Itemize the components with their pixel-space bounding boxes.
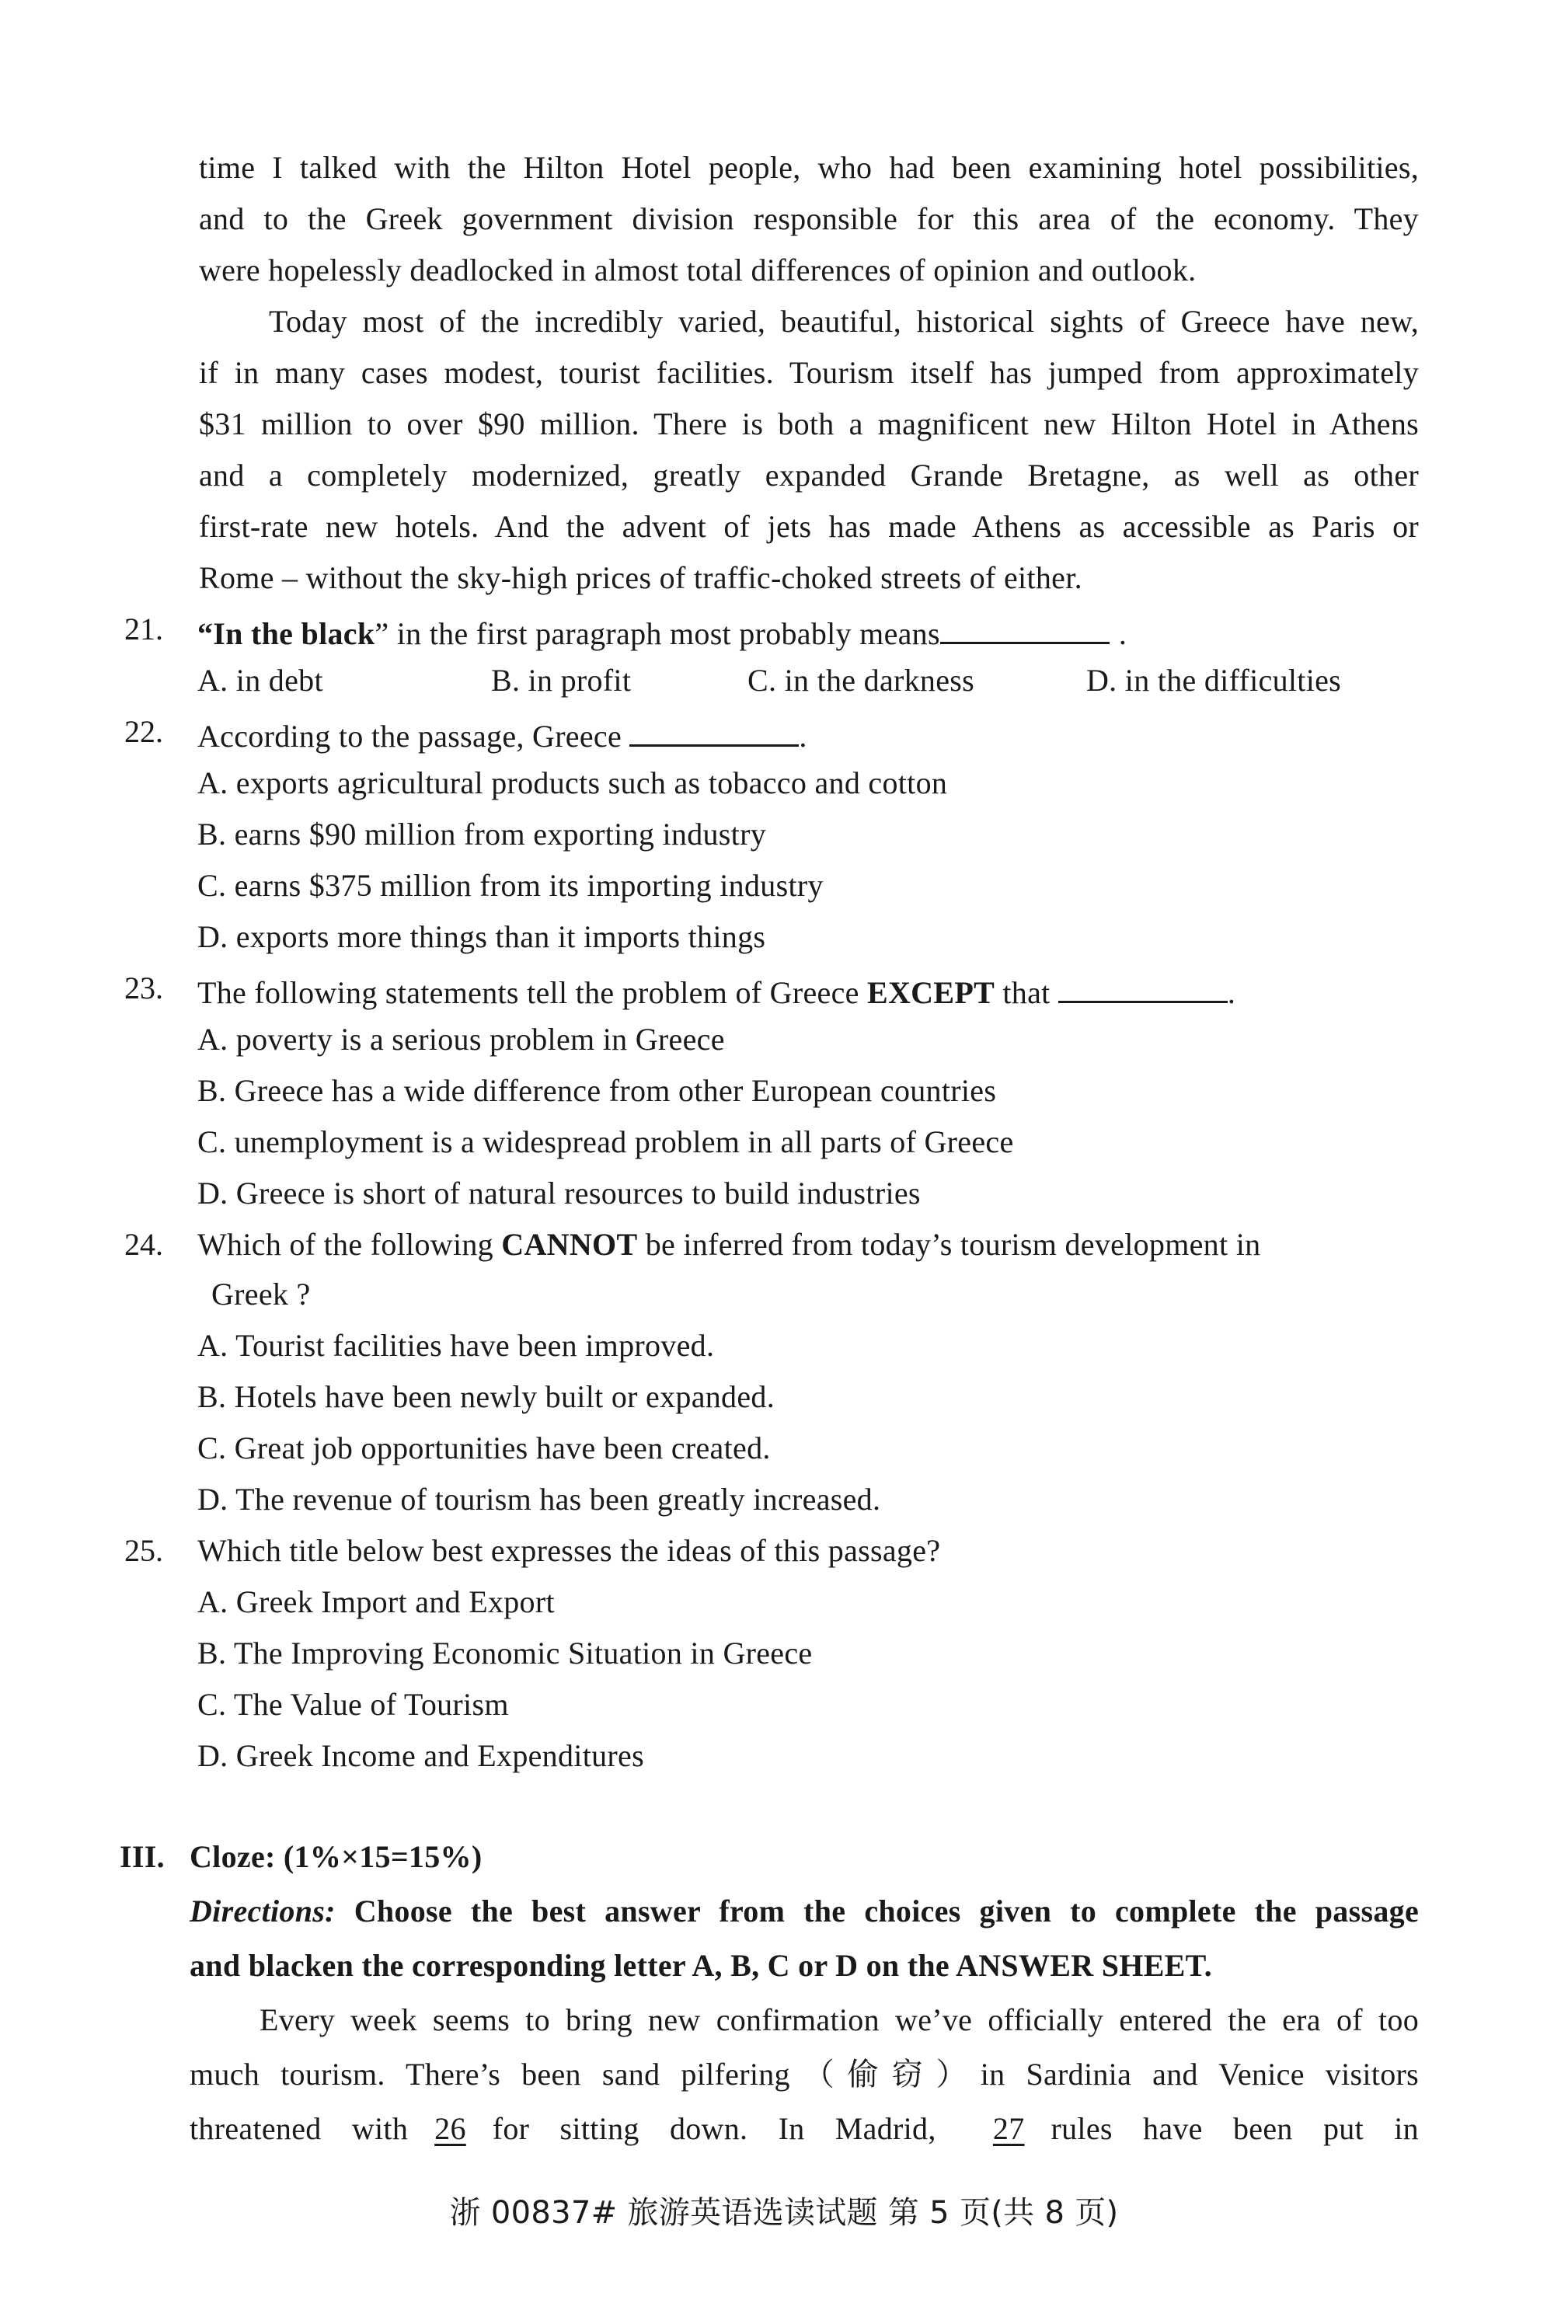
question-24-option-a: A. Tourist facilities have been improved. xyxy=(197,1328,715,1363)
passage-p1-line3: were hopelessly deadlocked in almost total differences of opinion and outlook. xyxy=(199,253,1197,287)
question-25-option-c: C. The Value of Tourism xyxy=(197,1687,509,1722)
question-25-stem: Which title below best expresses the ideas of this passage? xyxy=(197,1533,941,1568)
question-24-stem-line2: Greek ? xyxy=(211,1277,311,1312)
question-23-text-rest: that xyxy=(1002,975,1051,1010)
question-25-option-b: B. The Improving Economic Situation in Greece xyxy=(197,1636,813,1671)
question-23-end: . xyxy=(1227,975,1236,1010)
cloze-line3-part-a: threatened with xyxy=(190,2111,409,2146)
question-22-blank xyxy=(629,716,799,747)
question-21-option-a: A. in debt xyxy=(197,663,323,698)
question-21-option-b: B. in profit xyxy=(491,663,632,698)
passage-p2-line2: if in many cases modest, tourist facilities. Tourism itself has jumped from approximately xyxy=(199,355,1419,390)
question-21-text: ” in the first paragraph most probably means xyxy=(375,616,940,651)
question-23-stem xyxy=(197,973,1235,1009)
cloze-blank-27: 27 xyxy=(992,2111,1025,2146)
cloze-line3 xyxy=(190,2113,1419,2145)
passage-p2-line1: Today most of the incredibly varied, beautiful, historical sights of Greece have new, xyxy=(269,304,1419,339)
question-22-option-c: C. earns $375 million from its importing industry xyxy=(197,868,824,903)
question-22-text: According to the passage, Greece xyxy=(197,719,622,754)
question-23-blank xyxy=(1058,973,1228,1003)
question-25-number: 25. xyxy=(124,1533,163,1568)
question-25-option-d: D. Greek Income and Expenditures xyxy=(197,1738,644,1773)
question-21-bold-term: “In the black xyxy=(197,616,375,651)
passage-p1-line1: time I talked with the Hilton Hotel people, who had been examining hotel possibilities, xyxy=(199,150,1419,185)
cloze-line1: Every week seems to bring new confirmation we’ve officially entered the era of too xyxy=(260,2002,1419,2037)
question-23-number: 23. xyxy=(124,970,163,1005)
cloze-line3-part-b: for sitting down. In Madrid, xyxy=(492,2111,936,2146)
question-21-blank xyxy=(940,614,1110,644)
directions-label: Directions: xyxy=(190,1894,336,1929)
cloze-line2: much tourism. There’s been sand pilfering（偷窃）in Sardinia and Venice visitors xyxy=(190,2057,1419,2092)
question-24-number: 24. xyxy=(124,1227,163,1262)
question-22-option-b: B. earns $90 million from exporting industry xyxy=(197,817,767,852)
question-23-option-a: A. poverty is a serious problem in Greece xyxy=(197,1022,725,1057)
question-23-option-d: D. Greece is short of natural resources to build industries xyxy=(197,1176,921,1211)
passage-p2-line4: and a completely modernized, greatly expanded Grande Bretagne, as well as other xyxy=(199,458,1419,493)
question-23-text: The following statements tell the problem of Greece xyxy=(197,975,859,1010)
question-22-stem xyxy=(197,716,807,752)
passage-p1-line2: and to the Greek government division responsible for this area of the economy. They xyxy=(199,201,1419,236)
question-24-option-b: B. Hotels have been newly built or expanded. xyxy=(197,1379,775,1414)
question-23-bold-term: EXCEPT xyxy=(867,975,995,1010)
question-21-stem xyxy=(197,614,1127,650)
question-24-option-d: D. The revenue of tourism has been greatly increased. xyxy=(197,1482,881,1517)
question-21-option-d: D. in the difficulties xyxy=(1086,663,1342,698)
cloze-blank-26: 26 xyxy=(434,2111,466,2146)
question-23-option-b: B. Greece has a wide difference from other European countries xyxy=(197,1073,997,1108)
passage-p2-line3: $31 million to over $90 million. There is both a magnificent new Hilton Hotel in Athens xyxy=(199,406,1419,441)
page-footer: 浙 00837# 旅游英语选读试题 第 5 页(共 8 页) xyxy=(449,2195,1119,2231)
directions-line1 xyxy=(190,1896,1419,1927)
question-22-option-d: D. exports more things than it imports things xyxy=(197,919,766,954)
question-24-stem xyxy=(197,1229,1260,1260)
question-21-option-c: C. in the darkness xyxy=(747,663,975,698)
question-24-option-c: C. Great job opportunities have been created. xyxy=(197,1430,771,1465)
directions-text-1: Choose the best answer from the choices given to complete the passage xyxy=(354,1894,1419,1929)
question-22-option-a: A. exports agricultural products such as tobacco and cotton xyxy=(197,765,948,800)
question-21-end: . xyxy=(1118,616,1127,651)
question-25-option-a: A. Greek Import and Export xyxy=(197,1584,555,1619)
question-23-option-c: C. unemployment is a widespread problem in all parts of Greece xyxy=(197,1124,1014,1159)
passage-p2-line6: Rome – without the sky-high prices of traffic-choked streets of either. xyxy=(199,560,1082,595)
question-24-text-rest: be inferred from today’s tourism development in xyxy=(645,1227,1261,1262)
question-24-text: Which of the following xyxy=(197,1227,493,1262)
section-3-numeral: III. xyxy=(120,1839,165,1874)
section-3-title: Cloze: (1%×15=15%) xyxy=(190,1839,483,1874)
question-22-number: 22. xyxy=(124,714,163,749)
cloze-line3-part-c: rules have been put in xyxy=(1051,2111,1419,2146)
directions-line2: and blacken the corresponding letter A, B, C or D on the ANSWER SHEET. xyxy=(190,1948,1212,1983)
question-24-bold-term: CANNOT xyxy=(501,1227,638,1262)
question-22-end: . xyxy=(799,719,807,754)
passage-p2-line5: first-rate new hotels. And the advent of jets has made Athens as accessible as Paris or xyxy=(199,509,1419,544)
question-21-number: 21. xyxy=(124,611,163,646)
